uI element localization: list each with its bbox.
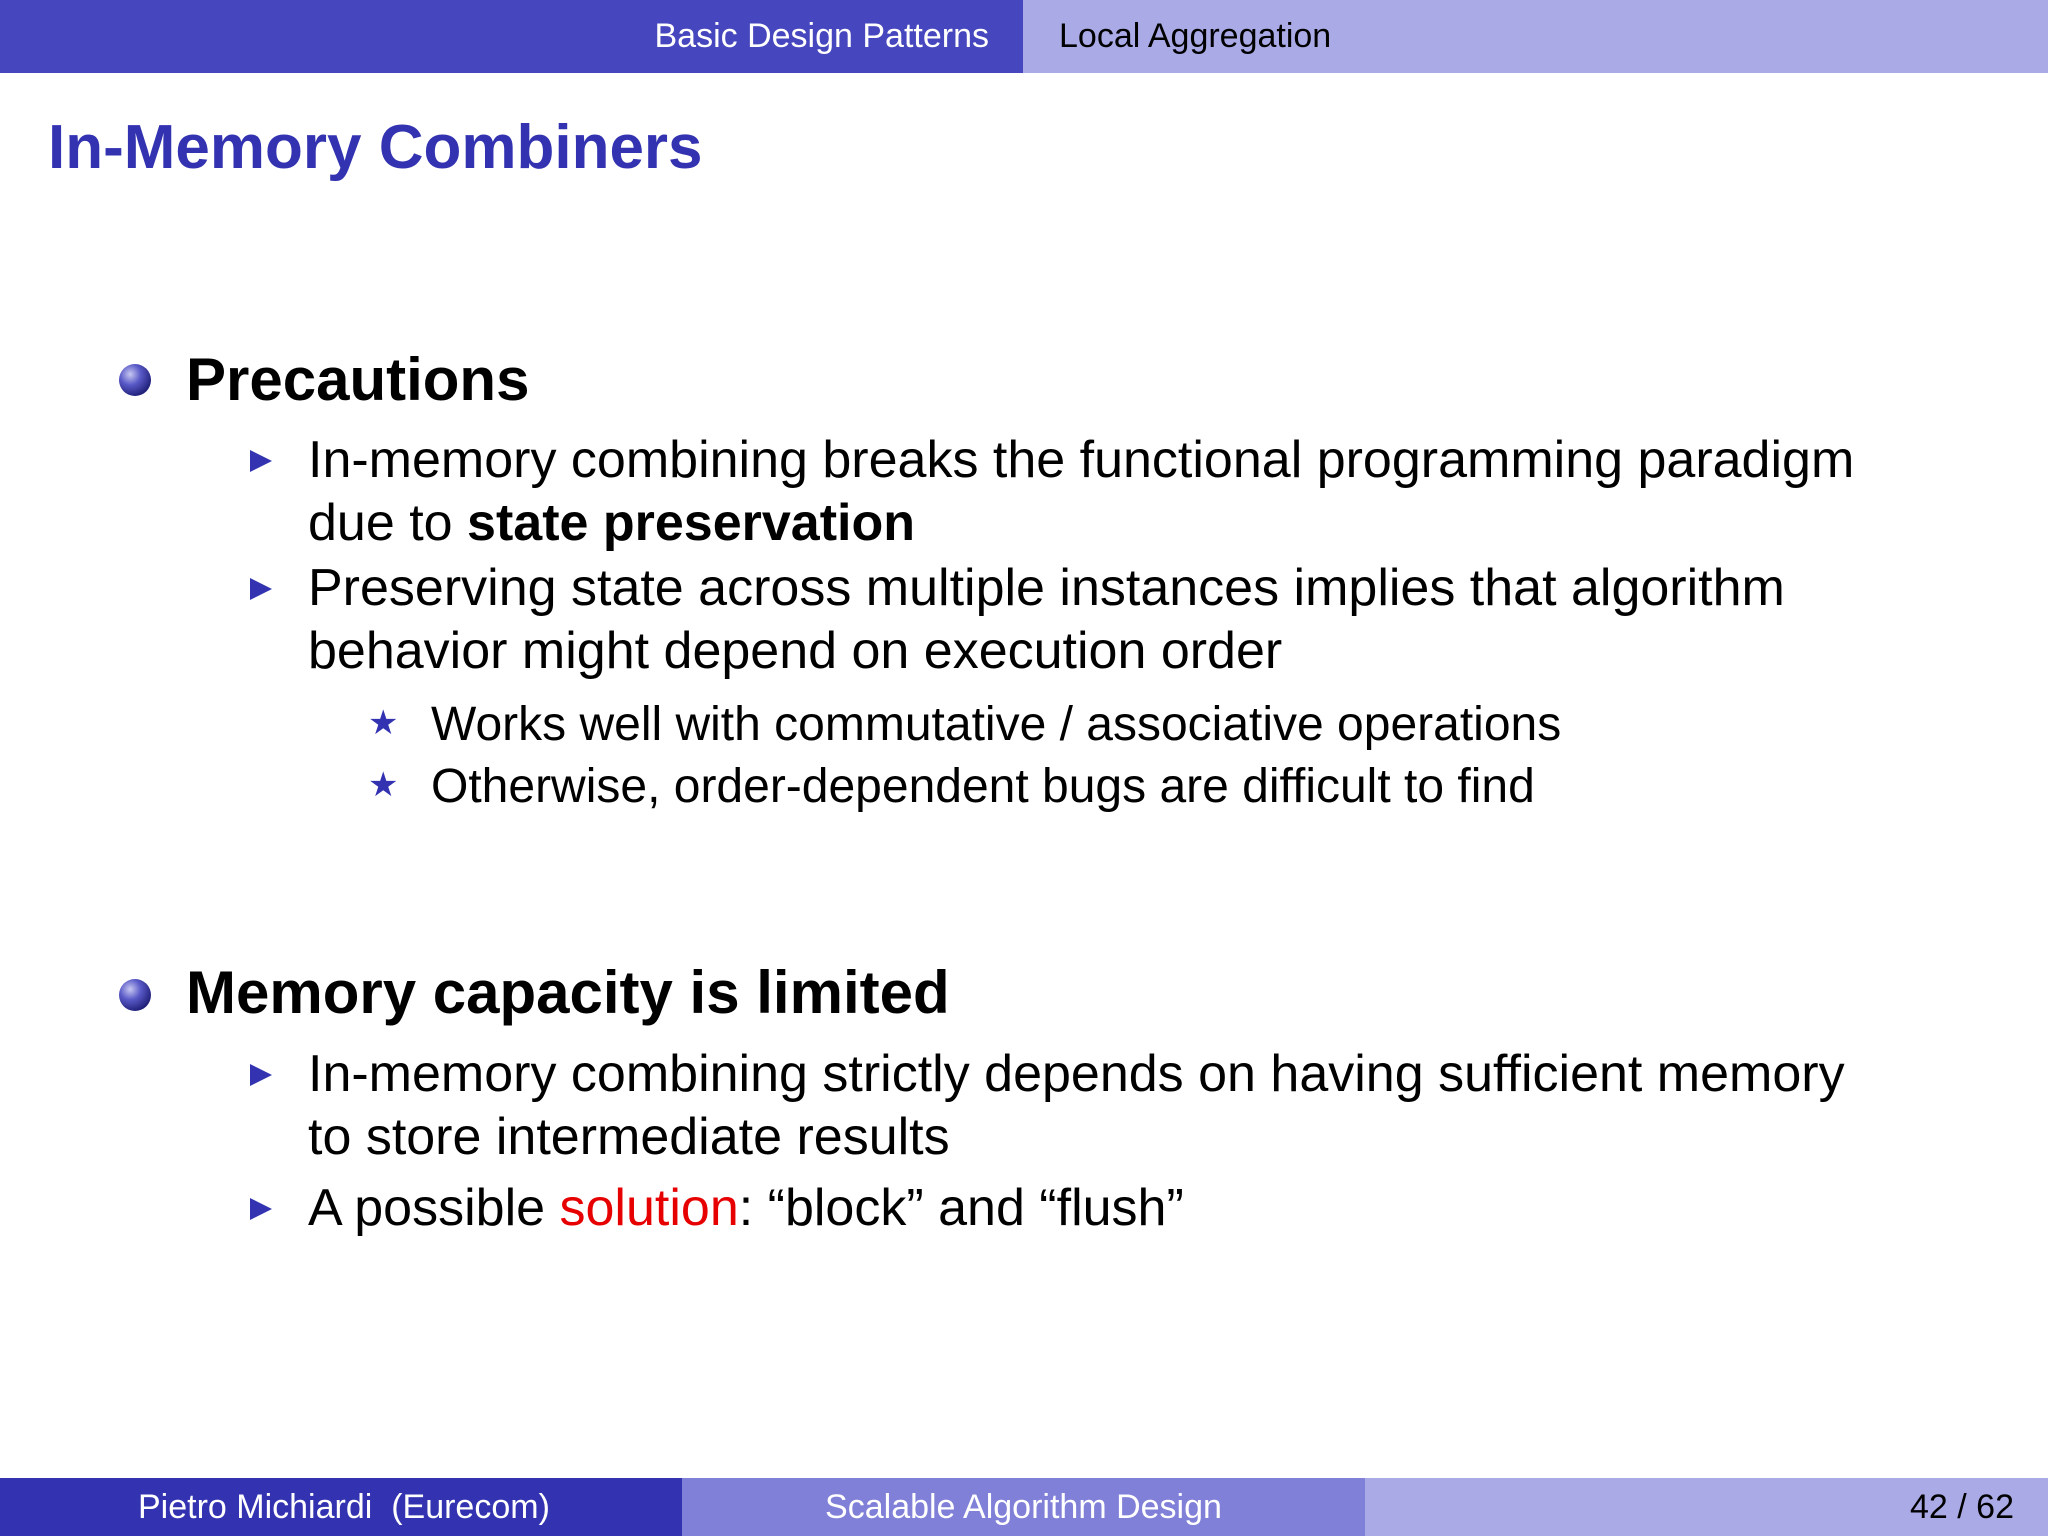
precautions-item-2 xyxy=(308,557,1785,683)
bullet-ball-icon xyxy=(119,364,151,396)
bullet-triangle-icon xyxy=(250,450,272,472)
header-subsection-label: Local Aggregation xyxy=(1059,17,1332,55)
footer-author[interactable] xyxy=(0,1478,682,1536)
precautions-heading: Precautions xyxy=(186,346,530,413)
memory-item-2-suffix: : “block” and “flush” xyxy=(738,1179,1184,1237)
header-bar xyxy=(0,0,2048,73)
footer-talk-title[interactable] xyxy=(682,1478,1365,1536)
precautions-subitem-1: Works well with commutative / associative operations xyxy=(431,698,1562,751)
memory-item-2 xyxy=(308,1177,1184,1240)
bullet-ball-icon xyxy=(119,979,151,1011)
bullet-triangle-icon xyxy=(250,1064,272,1086)
memory-item-1 xyxy=(308,1043,1845,1169)
footer-page-number-label: 42 / 62 xyxy=(1910,1487,2014,1526)
bullet-triangle-icon xyxy=(250,578,272,600)
memory-item-1-line-2: to store intermediate results xyxy=(308,1108,950,1166)
precautions-item-1-prefix: due to xyxy=(308,494,468,552)
memory-item-1-line-1: In-memory combining strictly depends on having sufficient memory xyxy=(308,1045,1845,1103)
bullet-triangle-icon xyxy=(250,1198,272,1220)
precautions-item-1-bold: state preservation xyxy=(467,494,915,552)
header-section-label: Basic Design Patterns xyxy=(654,17,989,55)
precautions-item-1-line-1: In-memory combining breaks the functional programming paradigm xyxy=(308,431,1855,489)
header-section[interactable] xyxy=(0,0,1023,73)
memory-heading: Memory capacity is limited xyxy=(186,959,950,1026)
precautions-item-1-line-2 xyxy=(308,492,1854,555)
footer-author-label: Pietro Michiardi (Eurecom) xyxy=(138,1487,550,1526)
precautions-item-2-line-1: Preserving state across multiple instances implies that algorithm xyxy=(308,559,1785,617)
precautions-subitem-2: Otherwise, order-dependent bugs are difficult to find xyxy=(431,760,1535,813)
header-subsection[interactable] xyxy=(1023,0,2048,73)
footer-page-number xyxy=(1365,1478,2048,1536)
bullet-star-icon: ★ xyxy=(368,766,399,804)
precautions-item-2-line-2: behavior might depend on execution order xyxy=(308,622,1283,680)
slide-title: In-Memory Combiners xyxy=(48,113,703,182)
solution-highlight: solution xyxy=(559,1179,739,1237)
precautions-item-1 xyxy=(308,429,1854,555)
memory-item-2-prefix: A possible xyxy=(308,1179,560,1237)
bullet-star-icon: ★ xyxy=(368,704,399,742)
footer-bar xyxy=(0,1478,2048,1536)
footer-talk-title-label: Scalable Algorithm Design xyxy=(825,1487,1222,1526)
